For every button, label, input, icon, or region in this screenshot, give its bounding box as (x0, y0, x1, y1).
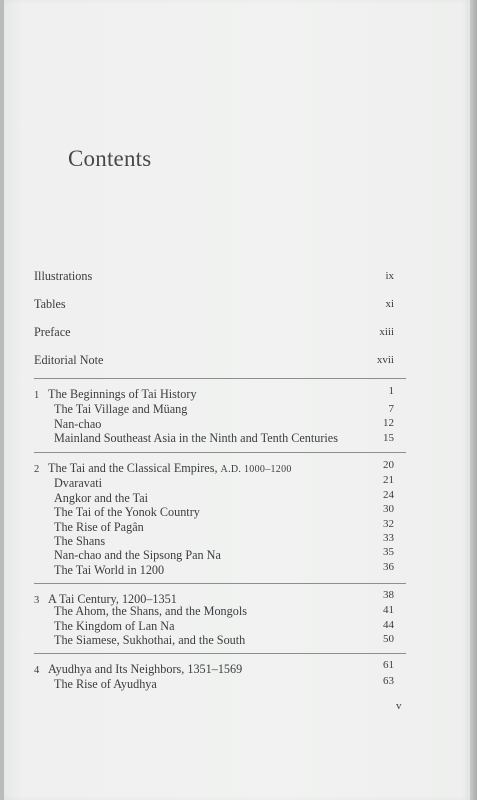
page-title: Contents (68, 146, 152, 171)
toc-page-tables: xi (385, 298, 394, 310)
section-page: 41 (383, 604, 394, 616)
toc-page-preface: xiii (379, 326, 394, 338)
section-page: 30 (383, 503, 394, 515)
section-title: Angkor and the Tai (54, 491, 149, 505)
section-title: The Siamese, Sukhothai, and the South (54, 633, 246, 647)
section-divider (34, 583, 406, 584)
section-title: The Rise of Pagân (54, 520, 144, 534)
section-divider (34, 452, 406, 453)
chapter-title (48, 462, 292, 475)
chapter-number: 2 (34, 464, 40, 475)
chapter-page: 61 (383, 659, 394, 671)
section-title: Mainland Southeast Asia in the Ninth and Tenth Centuries (54, 431, 338, 445)
section-page: 7 (388, 403, 394, 415)
book-edge (470, 0, 477, 800)
section-page: 32 (383, 518, 394, 530)
section-title: Nan-chao and the Sipsong Pan Na (54, 548, 221, 562)
toc-entry-preface: Preface (34, 325, 71, 339)
section-title: Nan-chao (54, 417, 102, 431)
book-page (4, 0, 470, 800)
chapter-number: 1 (34, 390, 40, 401)
section-page: 35 (383, 546, 394, 558)
chapter-title-text: The Tai and the Classical Empires, (48, 461, 218, 475)
section-page: 12 (383, 417, 394, 429)
section-page: 63 (383, 675, 394, 687)
toc-page-illustrations: ix (385, 270, 394, 282)
section-title: The Ahom, the Shans, and the Mongols (54, 604, 247, 618)
section-page: 50 (383, 633, 394, 645)
section-title: The Rise of Ayudhya (54, 677, 157, 691)
chapter-number: 4 (34, 665, 40, 676)
toc-entry-tables: Tables (34, 297, 66, 311)
toc-entry-illustrations: Illustrations (34, 269, 93, 283)
section-title: The Kingdom of Lan Na (54, 619, 175, 633)
section-title: The Tai of the Yonok Country (54, 505, 200, 519)
chapter-page: 1 (388, 385, 394, 397)
section-page: 36 (383, 561, 394, 573)
section-title: Dvaravati (54, 476, 103, 490)
section-title: The Tai Village and Müang (54, 402, 188, 416)
chapter-title: A Tai Century, 1200–1351 (48, 592, 177, 606)
chapter-page: 20 (383, 459, 394, 471)
section-divider (34, 653, 406, 654)
chapter-number: 3 (34, 595, 40, 606)
chapter-title: The Beginnings of Tai History (48, 387, 197, 401)
chapter-title-dates: A.D. 1000–1200 (220, 464, 292, 475)
section-page: 44 (383, 619, 394, 631)
section-page: 15 (383, 432, 394, 444)
section-title: The Tai World in 1200 (54, 563, 165, 577)
toc-page-editorial-note: xvii (376, 354, 394, 366)
section-page: 21 (383, 474, 394, 486)
section-page: 24 (383, 489, 394, 501)
chapter-title: Ayudhya and Its Neighbors, 1351–1569 (48, 662, 243, 676)
section-page: 33 (383, 532, 394, 544)
toc-entry-editorial-note: Editorial Note (34, 353, 104, 367)
page-folio: v (396, 700, 402, 712)
chapter-page: 38 (383, 589, 394, 601)
section-title: The Shans (54, 534, 106, 548)
section-divider (34, 378, 406, 379)
